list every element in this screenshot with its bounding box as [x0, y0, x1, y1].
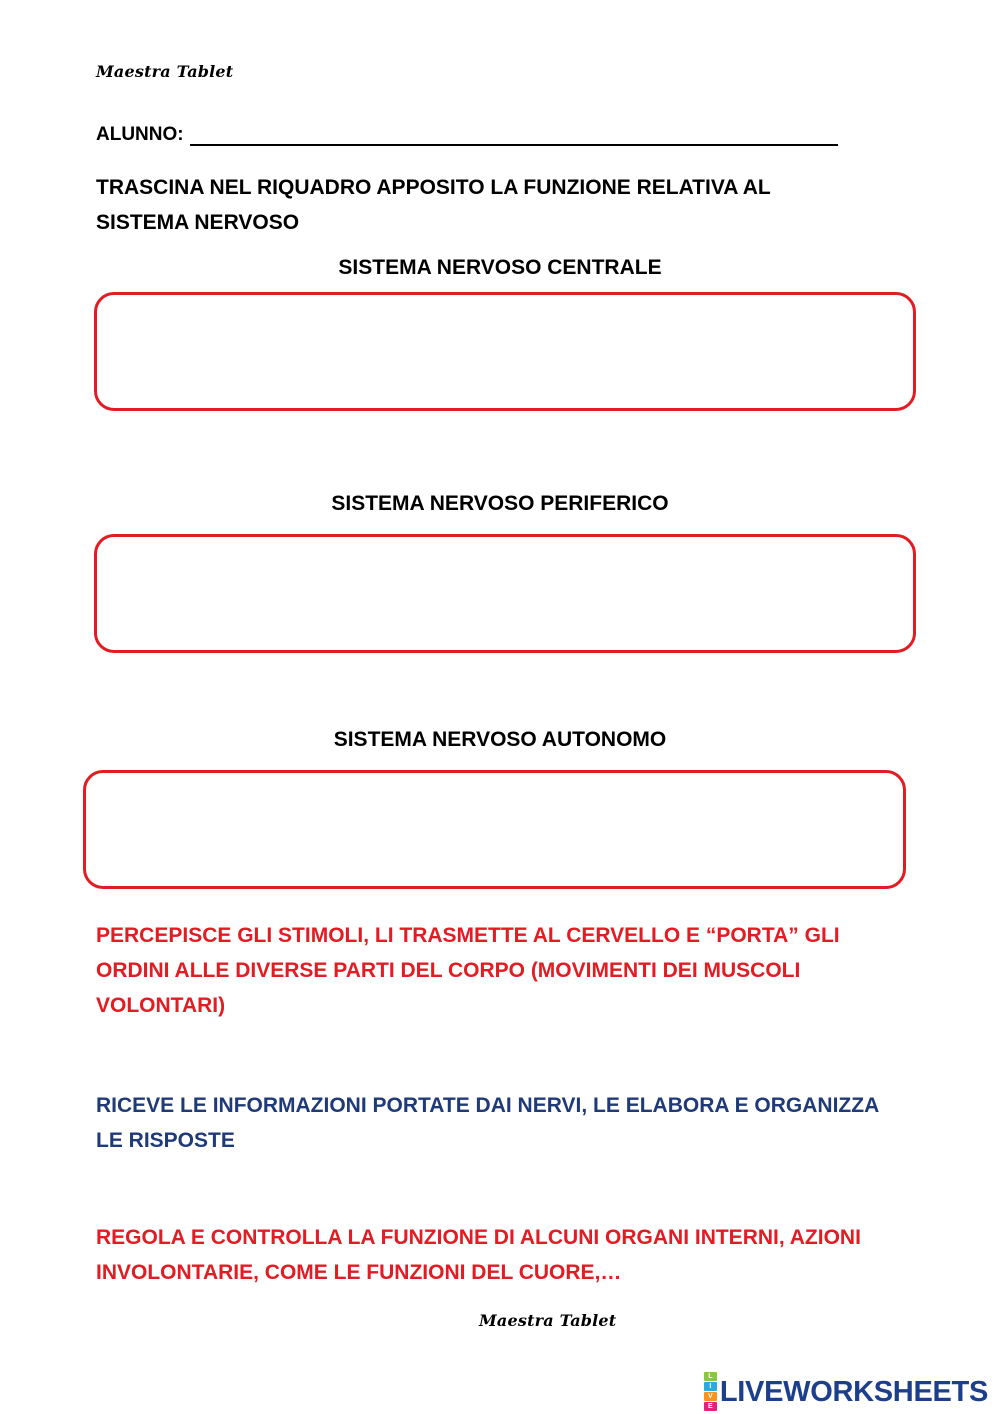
heading-autonomic-nervous-system: SISTEMA NERVOSO AUTONOMO: [333, 728, 667, 751]
heading-peripheral-nervous-system: SISTEMA NERVOSO PERIFERICO: [331, 492, 669, 515]
logo-chip-e: E: [704, 1402, 717, 1411]
draggable-option-perceives-stimuli[interactable]: PERCEPISCE GLI STIMOLI, LI TRASMETTE AL CERVELLO E “PORTA” GLI ORDINI ALLE DIVERSE PARTI DEL CORPO (MOVIMENTI DEI MUSCOLI VOLONTARI): [96, 924, 840, 1017]
header-brand: Maestra Tablet: [96, 62, 234, 81]
footer-brand: Maestra Tablet: [479, 1311, 617, 1330]
logo-chip-v: V: [704, 1392, 717, 1401]
heading-central-nervous-system: SISTEMA NERVOSO CENTRALE: [338, 256, 662, 279]
draggable-option-receives-information[interactable]: RICEVE LE INFORMAZIONI PORTATE DAI NERVI, LE ELABORA E ORGANIZZA LE RISPOSTE: [96, 1094, 879, 1152]
student-name-label: ALUNNO:: [96, 124, 184, 145]
instructions-text: TRASCINA NEL RIQUADRO APPOSITO LA FUNZIONE RELATIVA AL SISTEMA NERVOSO: [96, 176, 771, 234]
logo-text: LIVEWORKSHEETS: [719, 1375, 988, 1408]
drop-box-peripheral[interactable]: [94, 534, 916, 653]
live-letters-icon: [704, 1372, 717, 1411]
liveworksheets-logo: [704, 1372, 988, 1411]
student-name-row: [96, 124, 838, 146]
drop-box-central[interactable]: [94, 292, 916, 411]
student-name-input[interactable]: [190, 124, 838, 146]
drop-box-autonomic[interactable]: [83, 770, 906, 889]
draggable-option-regulates-organs[interactable]: REGOLA E CONTROLLA LA FUNZIONE DI ALCUNI ORGANI INTERNI, AZIONI INVOLONTARIE, COME LE FUNZIONI DEL CUORE,…: [96, 1226, 861, 1284]
logo-chip-i: I: [704, 1382, 717, 1391]
logo-chip-l: L: [704, 1372, 717, 1381]
